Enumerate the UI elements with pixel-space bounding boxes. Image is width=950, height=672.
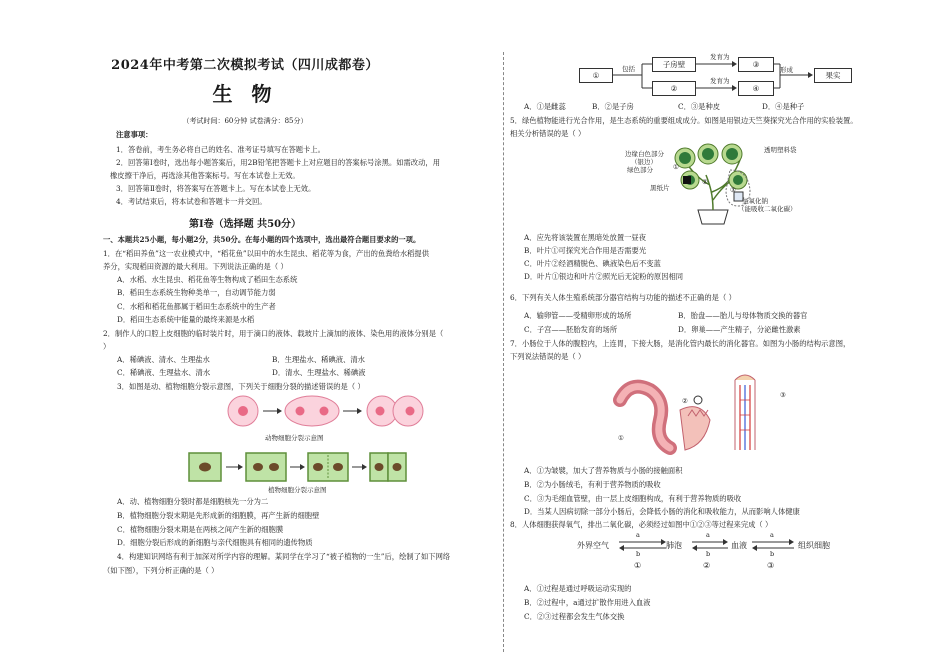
q2-option-d[interactable]: D．清水、生理盐水、稀碘液 — [272, 368, 366, 377]
q5-label-bag: 透明塑料袋 — [764, 146, 797, 154]
q7-option-c[interactable]: C．③为毛细血管壁，由一层上皮细胞构成，有利于营养物质的吸收 — [524, 494, 742, 503]
q8-label-b: b — [706, 550, 711, 558]
q8-label-b: b — [770, 550, 775, 558]
q4-option-c[interactable]: C．③是种皮 — [678, 102, 721, 111]
animal-cell-stage — [228, 396, 258, 426]
q4-node-1: ① — [579, 68, 613, 83]
notes-heading: 注意事项： — [116, 130, 153, 139]
q6-stem: 6．下列有关人体生殖系统部分器官结构与功能的描述不正确的是（ ） — [510, 293, 736, 302]
q7-label-1: ① — [618, 434, 624, 442]
q5-label-green-part: 绿色部分 — [627, 166, 653, 174]
q4-develop-label: 发育为 — [710, 77, 730, 85]
q4-develop-label: 发育为 — [710, 53, 730, 61]
q5-label-3: ③ — [730, 186, 736, 194]
q1-option-b[interactable]: B．稻田生态系统生物种类单一，自动调节能力弱 — [117, 288, 276, 297]
q7-label-2: ② — [682, 397, 688, 405]
q5-option-d[interactable]: D．叶片①银边和叶片②照光后无淀粉的原因相同 — [524, 272, 684, 281]
q4-node-2: ② — [652, 81, 696, 96]
q4-node-3: ③ — [738, 57, 774, 72]
note-item: 3．回答第Ⅱ卷时，将答案写在答题卡上。写在本试卷上无效。 — [116, 184, 316, 193]
q8-option-b[interactable]: B．②过程中，a通过扩散作用进入血液 — [524, 598, 651, 607]
q6-option-d[interactable]: D．卵巢——产生精子，分泌雌性激素 — [678, 325, 801, 334]
q8-step-2: ② — [703, 561, 711, 570]
q8-tissue-cells: 组织细胞 — [798, 541, 830, 550]
q5-option-c[interactable]: C．叶片②经酒精脱色、碘液染色后不变蓝 — [524, 259, 661, 268]
q1-stem: 1．在“稻田养鱼”这一农业模式中，“稻花鱼”以田中的水生昆虫、稻花等为食，产出的鱼粪给水稻提供 — [103, 249, 430, 258]
q1-option-a[interactable]: A．水稻、水生昆虫、稻花鱼等生物构成了稻田生态系统 — [117, 275, 298, 284]
plant-cell-division-figure — [188, 451, 408, 483]
q7-option-a[interactable]: A．①为皱襞，加大了营养物质与小肠的接触面积 — [524, 466, 683, 475]
subject-title: 生 物 — [212, 82, 278, 106]
small-intestine-figure — [610, 370, 810, 460]
leaf — [681, 171, 699, 189]
q7-option-b[interactable]: B．②为小肠绒毛，有利于营养物质的吸收 — [524, 480, 661, 489]
q1-stem: 养分，实现稻田资源的最大利用。下列说法正确的是（ ） — [103, 262, 288, 271]
q2-option-a[interactable]: A．稀碘液、清水、生理盐水 — [117, 355, 210, 364]
q8-option-a[interactable]: A．①过程是通过呼吸运动实现的 — [524, 584, 632, 593]
q4-form-label: 形成 — [780, 66, 793, 74]
q4-fruit: 果实 — [814, 68, 852, 83]
q4-include-label: 包括 — [622, 65, 635, 73]
q6-option-a[interactable]: A．输卵管——受精卵形成的场所 — [524, 311, 632, 320]
plant-cell-stage — [246, 453, 286, 481]
plant-cell-stage — [370, 453, 406, 481]
q5-stem: 5．绿色植物能进行光合作用，是生态系统的重要组成成分。如图是用银边天竺葵探究光合作用的实验装置。 — [510, 116, 858, 125]
q8-option-c[interactable]: C．②③过程都会发生气体交换 — [524, 612, 625, 621]
q5-label-1: ① — [673, 163, 679, 171]
q5-label-white-part: 边缘白色部分 — [625, 150, 664, 158]
q1-option-c[interactable]: C．水稻和稻花鱼都属于稻田生态系统中的生产者 — [117, 302, 276, 311]
q2-stem: ） — [103, 342, 111, 351]
plant-figure-caption: 植物细胞分裂示意图 — [268, 486, 327, 494]
note-item: 4．考试结束后，将本试卷和答题卡一并交回。 — [116, 197, 267, 206]
q8-step-1: ① — [634, 561, 642, 570]
plant-cell-stage — [308, 453, 348, 481]
animal-figure-caption: 动物细胞分裂示意图 — [265, 434, 324, 442]
q2-option-b[interactable]: B．生理盐水、稀碘液、清水 — [272, 355, 365, 364]
q4-option-a[interactable]: A．①是雌蕊 — [524, 102, 566, 111]
q5-stem: 相关分析错误的是（ ） — [510, 129, 586, 138]
q8-label-a: a — [636, 531, 640, 539]
q4-option-d[interactable]: D．④是种子 — [762, 102, 805, 111]
q3-option-b[interactable]: B．植物细胞分裂末期是先形成新的细胞膜，再产生新的细胞壁 — [117, 511, 320, 520]
q5-option-a[interactable]: A．应先将该装置在黑暗处放置一昼夜 — [524, 233, 647, 242]
q4-stem: （如下图），下列分析正确的是（ ） — [103, 566, 219, 575]
column-divider — [503, 52, 504, 652]
exam-info: （考试时间：60分钟 试卷满分：85分） — [182, 117, 308, 125]
q5-label-silver: （银边） — [631, 158, 657, 166]
q3-option-c[interactable]: C．植物细胞分裂末期是在两核之间产生新的细胞膜 — [117, 525, 284, 534]
q8-label-a: a — [770, 531, 774, 539]
section-title: 第Ⅰ卷（选择题 共50分） — [188, 219, 302, 230]
animal-cell-stage — [367, 396, 423, 426]
q1-option-d[interactable]: D．稻田生态系统中能量的最终来源是水稻 — [117, 315, 255, 324]
q5-option-b[interactable]: B．叶片①可探究光合作用是否需要光 — [524, 246, 647, 255]
q5-label-black-paper: 黑纸片 — [650, 184, 670, 192]
leaf — [722, 144, 742, 164]
q2-stem: 2．制作人的口腔上皮细胞的临时装片时，用于滴口的液体、载玻片上滴加的液体、染色用的液体分别是（ — [103, 329, 444, 338]
q8-outside-air: 外界空气 — [577, 541, 609, 550]
note-item: 2．回答第Ⅰ卷时，选出每小题答案后，用2B铅笔把答题卡上对应题目的答案标号涂黑。如需改动，用 — [116, 158, 440, 167]
q2-option-c[interactable]: C．稀碘液、生理盐水、清水 — [117, 368, 211, 377]
leaf — [698, 144, 718, 164]
animal-cell-stage — [285, 396, 339, 426]
q8-label-b: b — [636, 550, 641, 558]
q8-alveoli: 肺泡 — [666, 541, 682, 550]
section-instruction: 一、本题共25小题，每小题2分，共50分。在每小题的四个选项中，选出最符合题目要求的一项。 — [103, 235, 421, 244]
q4-stem: 4．构建知识网络有利于加深对所学内容的理解。某同学在学习了“被子植物的一生”后，绘制了如下网络 — [117, 552, 451, 561]
q3-option-d[interactable]: D．细胞分裂后形成的新细胞与亲代细胞具有相同的遗传物质 — [117, 538, 313, 547]
q6-option-c[interactable]: C．子宫——胚胎发育的场所 — [524, 325, 618, 334]
q7-stem: 下列说法错误的是（ ） — [510, 352, 586, 361]
q8-label-a: a — [706, 531, 710, 539]
note-item: 橡皮擦干净后，再选涂其他答案标号。写在本试卷上无效。 — [110, 171, 300, 180]
q7-option-d[interactable]: D．当某人因病切除一部分小肠后，会降低小肠的消化和吸收能力，从而影响人体健康 — [524, 507, 800, 516]
q7-label-3: ③ — [780, 391, 786, 399]
q4-node-4: ④ — [738, 81, 774, 96]
q8-stem: 8．人体细胞获得氧气，排出二氧化碳，必须经过如图中①②③等过程来完成（ ） — [510, 520, 773, 529]
animal-cell-division-figure — [225, 393, 465, 429]
q3-option-a[interactable]: A．动、植物细胞分裂时都是细胞核先一分为二 — [117, 497, 269, 506]
q8-blood: 血液 — [731, 541, 747, 550]
q5-label-naoh-note: （能吸收二氧化碳） — [738, 205, 797, 213]
q7-stem: 7．小肠位于人体的腹腔内，上连胃，下接大肠，是消化管内最长的消化器官。如图为小肠的结构示意图， — [510, 339, 851, 348]
q5-label-naoh: 氢氧化钠 — [742, 197, 768, 205]
q4-ovary-wall: 子房壁 — [652, 57, 696, 72]
q6-option-b[interactable]: B．胎盘——胎儿与母体物质交换的器官 — [678, 311, 808, 320]
note-item: 1．答卷前，考生务必将自己的姓名、准考证号填写在答题卡上。 — [116, 145, 325, 154]
q3-stem: 3．如图是动、植物细胞分裂示意图，下列关于细胞分裂的描述错误的是（ ） — [117, 382, 365, 391]
exam-title: 2024年中考第二次模拟考试（四川成都卷） — [111, 58, 379, 73]
q8-step-3: ③ — [767, 561, 775, 570]
q5-label-2: ② — [702, 178, 708, 186]
plant-cell-stage — [189, 453, 221, 481]
q4-option-b[interactable]: B．②是子房 — [592, 102, 634, 111]
